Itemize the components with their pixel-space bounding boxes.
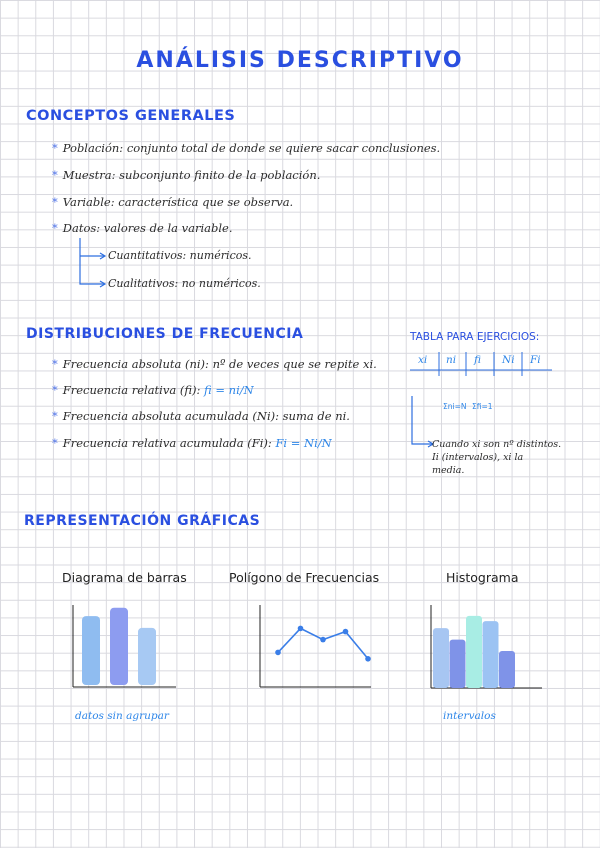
section-heading-distribuciones: DISTRIBUCIONES DE FRECUENCIA <box>26 326 304 342</box>
section-heading-representacion: REPRESENTACIÓN GRÁFICAS <box>24 513 261 529</box>
frequency-polygon-chart <box>255 600 373 695</box>
bar <box>110 608 128 685</box>
list-item: * Variable: característica que se observa. <box>52 195 294 209</box>
bar <box>138 628 156 685</box>
table-note: Cuando xi son nº distintos. Ii (intervalos), xi la media. <box>432 439 562 476</box>
list-item: * Frecuencia absoluta (ni): nº de veces que se repite xi. <box>52 357 377 371</box>
bar-chart <box>70 595 180 695</box>
histogram-bar <box>433 628 449 688</box>
list-item: * Frecuencia relativa (fi): fi = ni/N <box>52 383 254 397</box>
star-bullet-icon: * <box>52 357 58 371</box>
star-bullet-icon: * <box>52 383 58 397</box>
exercise-table <box>410 350 552 372</box>
bar <box>82 616 100 685</box>
table-sum-fi: Σfi=1 <box>472 402 493 411</box>
branch-arrows-icon <box>70 234 110 294</box>
star-bullet-icon: * <box>52 195 58 209</box>
table-sum-ni: Σni=N <box>443 402 467 411</box>
data-point <box>275 650 281 656</box>
star-bullet-icon: * <box>52 221 58 235</box>
chart-caption-bar: datos sin agrupar <box>75 710 169 722</box>
data-point <box>298 626 304 632</box>
chart-title-polygon: Polígono de Frecuencias <box>229 570 380 585</box>
list-item: * Frecuencia relativa acumulada (Fi): Fi = Ni/N <box>52 436 332 450</box>
list-item: * Muestra: subconjunto finito de la población. <box>52 168 321 182</box>
chart-title-histogram: Histograma <box>446 570 519 585</box>
table-header-cell: Ni <box>502 354 515 366</box>
table-header-cell: fi <box>474 354 482 366</box>
table-heading: TABLA PARA EJERCICIOS: <box>410 331 540 343</box>
star-bullet-icon: * <box>52 409 58 423</box>
histogram-bar <box>499 651 515 688</box>
series-line <box>278 628 368 658</box>
histogram-bar <box>483 621 499 688</box>
section-heading-conceptos: CONCEPTOS GENERALES <box>26 108 236 124</box>
sub-item-cualitativos: Cualitativos: no numéricos. <box>108 277 261 290</box>
histogram-chart <box>428 600 544 695</box>
list-item: * Población: conjunto total de donde se quiere sacar conclusiones. <box>52 141 441 155</box>
list-item: * Datos: valores de la variable. <box>52 221 233 235</box>
table-header-cell: Fi <box>530 354 541 366</box>
histogram-bar <box>450 640 466 688</box>
chart-caption-histogram: intervalos <box>443 710 496 722</box>
data-point <box>343 629 349 635</box>
histogram-bar <box>466 616 482 688</box>
data-point <box>365 656 371 662</box>
table-header-cell: xi <box>418 354 428 366</box>
data-point <box>320 637 326 643</box>
star-bullet-icon: * <box>52 141 58 155</box>
chart-title-bar: Diagrama de barras <box>62 570 187 585</box>
star-bullet-icon: * <box>52 436 58 450</box>
page-title: ANÁLISIS DESCRIPTIVO <box>136 48 464 73</box>
table-header-cell: ni <box>446 354 457 366</box>
star-bullet-icon: * <box>52 168 58 182</box>
sub-item-cuantitativos: Cuantitativos: numéricos. <box>108 249 252 262</box>
list-item: * Frecuencia absoluta acumulada (Ni): suma de ni. <box>52 409 350 423</box>
